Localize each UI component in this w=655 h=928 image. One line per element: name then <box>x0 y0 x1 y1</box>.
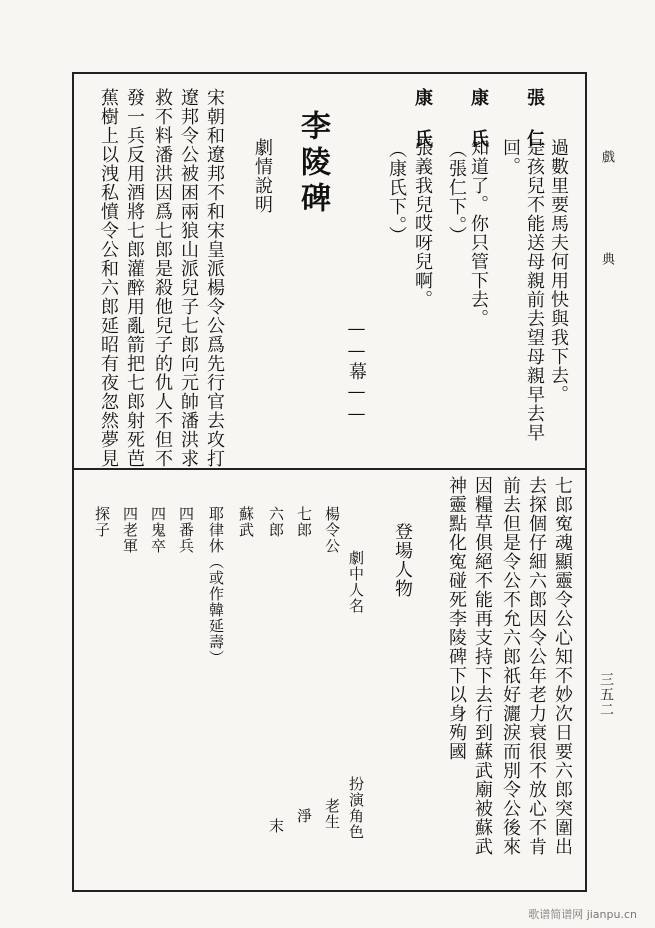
stage-direction: （康氏下。） <box>386 140 407 245</box>
synopsis-continued-line: 去探個仔細六郎因令公年老力衰很不放心不肯 <box>526 476 547 856</box>
synopsis-continued-line: 前去但是令公不允六郎祇好灑淚而別令公後來 <box>500 476 521 856</box>
cast-name: 六郎 <box>267 506 285 538</box>
cast-role: 老生 <box>323 798 341 830</box>
cast-role: 末 <box>267 818 285 834</box>
speaker-label: 張 仁 <box>524 88 545 148</box>
cast-name: 耶律休（或作韓延壽） <box>207 506 225 666</box>
synopsis-line: 遼邦令公被困兩狼山派兒子七郎向元帥潘洪求 <box>178 88 199 468</box>
dialogue-line: 知道了。你只管下去。 <box>468 138 489 328</box>
cast-name: 探子 <box>93 506 111 538</box>
synopsis-line: 蕉樹上以洩私憤令公和六郎延昭有夜忽然夢見 <box>98 88 119 468</box>
page-number: 三五二 <box>598 672 614 717</box>
curtain-mark: ——幕—— <box>346 318 367 425</box>
synopsis-continued-line: 神靈點化寃碰死李陵碑下以身殉國 <box>446 476 467 761</box>
cast-name: 楊令公 <box>323 506 341 554</box>
cast-name: 四鬼卒 <box>149 506 167 554</box>
dialogue-line: 過數里要馬夫何用快與我下去。 <box>548 138 569 404</box>
dialogue-line: 張義我兒哎呀兒啊。 <box>412 138 433 309</box>
synopsis-continued-line: 因糧草俱絕不能再支持下去行到蘇武廟被蘇武 <box>472 476 493 856</box>
running-title-left: 戲 <box>599 150 614 163</box>
speaker-label: 康 氏 <box>412 88 433 148</box>
cast-heading: 登場人物 <box>392 522 413 598</box>
dialogue-line: 回。 <box>500 138 521 176</box>
running-title-right: 典 <box>599 252 614 265</box>
section-divider <box>72 468 587 470</box>
play-title: 李陵碑 <box>295 110 330 218</box>
cast-role: 淨 <box>295 808 313 824</box>
synopsis-line: 救不料潘洪因爲七郎是殺他兒子的仇人不但不 <box>152 88 173 468</box>
synopsis-line: 發一兵反用酒將七郎灌醉用亂箭把七郎射死芭 <box>124 88 145 468</box>
watermark: 歌谱简谱网 jianpu.cn <box>528 908 637 921</box>
cast-name: 四番兵 <box>177 506 195 554</box>
cast-name: 蘇武 <box>237 506 255 538</box>
synopsis-line: 宋朝和遼邦不和宋皇派楊令公爲先行官去攻打 <box>204 88 225 468</box>
cast-name-column-header: 劇中人名 <box>347 550 365 614</box>
dialogue-line: 是孩兒不能送母親前去望母親早去早 <box>524 138 545 442</box>
synopsis-heading: 劇情說明 <box>252 138 273 214</box>
cast-role-column-header: 扮演角色 <box>347 776 365 840</box>
speaker-label: 康 氏 <box>468 88 489 148</box>
synopsis-continued-line: 七郎寃魂顯靈令公心知不妙次日要六郎突圍出 <box>552 476 573 856</box>
stage-direction: （張仁下。） <box>446 140 467 245</box>
cast-name: 四老軍 <box>121 506 139 554</box>
cast-name: 七郎 <box>295 506 313 538</box>
